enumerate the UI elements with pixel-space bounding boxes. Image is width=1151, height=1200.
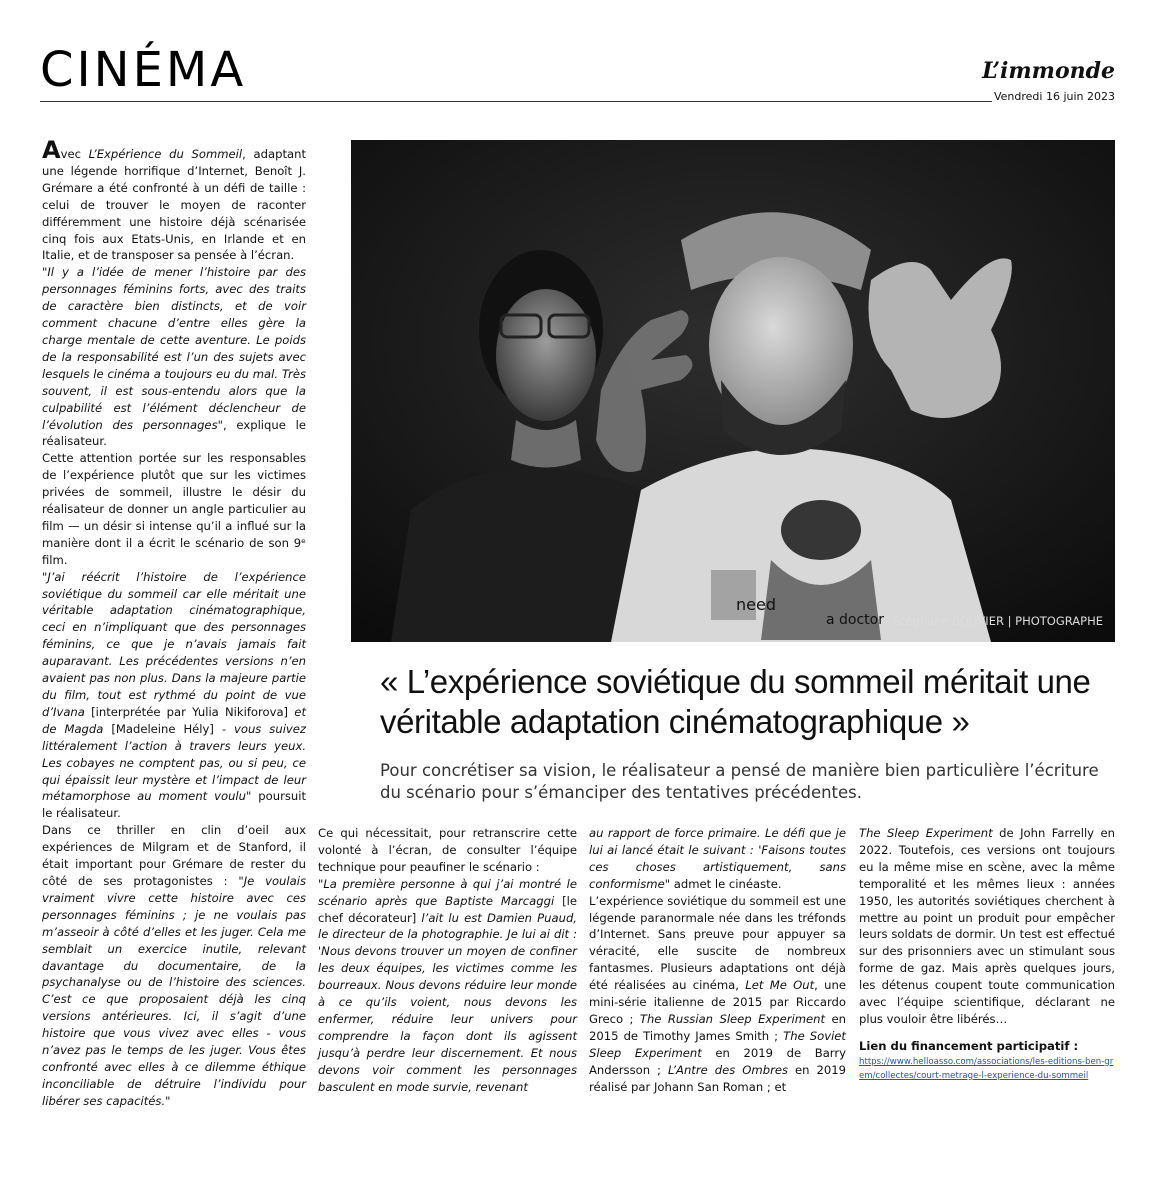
photo-illustration — [351, 140, 1115, 642]
quote: et de Magda — [42, 704, 306, 736]
text: , adaptant une légende horrifique d’Internet, Benoît J. Grémare a été confronté à un défi de taille : celui de trouver le moyen de raconter différemment une histoire déjà scénarisée cinq fois aux Etats-Unis, en Irlande et en Italie, et de transposer sa pensée à l’écran. — [42, 147, 306, 263]
section-title: CINÉMA — [40, 42, 247, 98]
quote: "Il y a l’idée de mener l’histoire par des personnages féminins forts, avec des traits de caractère bien distincts, et de voir comment chacune d’entre elles gère la charge mentale de cette aventure. Le poids de la responsabilité est l’un des sujets avec lesquels le cinéma a toujours eu du mal. Très souvent, il est sous-entendu alors que la culpabilité est l’élément déclencheur de l’évolution des personnages" — [42, 265, 306, 432]
film-title: L’Antre des Ombres — [667, 1062, 789, 1077]
text: [le chef décorateur] — [318, 893, 577, 925]
paragraph — [42, 264, 306, 450]
article-column-1 — [42, 136, 307, 1110]
paragraph: Ce qui nécessitait, pour retranscrire cette volonté à l’écran, de consulter l’équipe technique pour peaufiner le scénario : — [318, 826, 577, 874]
shirt-text-left: need — [736, 595, 776, 614]
text: en 2015 de Timothy James Smith ; — [589, 1011, 847, 1043]
text: [interprétée par Yulia Nikiforova] — [91, 704, 289, 719]
quote: l’ait lu est Damien Puaud, le directeur de la photographie. Je lui ai dit : 'Nous devons trouver un moyen de confiner les deux équipes, les victimes comme les bourreaux. Nous devons réduire leur monde à ce qu’ils voient, nous devons les enfermer, réduire leur univers pour comprendre la façon dont ils agissent jusqu’à perdre leur discernement. Et nous devons voir comment les personnages basculent en mode survie, revenant — [318, 910, 577, 1094]
quote: - vous suivez littéralement l’action à travers leurs yeux. Les cobayes ne comptent pas, ou si peu, ce qui épaissit leur mystère et l’impact de leur métamorphose au moment voulu" — [42, 721, 306, 804]
paragraph — [589, 825, 846, 893]
film-title: Let Me Out — [745, 978, 815, 993]
text: en 2019 de Barry Andersson ; — [589, 1045, 846, 1077]
masthead-logo: L’immonde — [982, 58, 1115, 84]
paragraph — [318, 876, 577, 1096]
film-title: The Sleep Experiment — [859, 826, 993, 840]
text: [Madeleine Hély] — [111, 721, 214, 736]
paragraph: Cette attention portée sur les responsables de l’expérience plutôt que sur les victimes privées de sommeil, illustre le désir du réalisateur de donner un angle particulier au film — un désir si intense qu’il a influé sur la manière dont il a écrit le scénario de son 9ᵉ film. — [42, 451, 306, 567]
film-title: The Soviet Sleep Experiment — [589, 1028, 846, 1060]
quote: "J’ai réécrit l’histoire de l’expérience soviétique du sommeil car elle méritait une véritable adaptation cinématographique, ceci en n’impliquant que des personnages féminins, ce que je n’avais jamais fait auparavant. Les précédentes versions n’en avaient pas non plus. Dans la majeure partie du film, tout est rythmé du point de vue d’Ivana — [42, 569, 306, 719]
quote: au rapport de force primaire. Le défi que je lui ai lancé était le suivant : 'Faisons toutes ces choses artistiquement, sans conformisme" — [589, 826, 846, 891]
article-photo — [351, 140, 1115, 642]
quote: "La première personne à qui j’ai montré le scénario après que Baptiste Marcaggi — [318, 876, 577, 908]
paragraph — [42, 569, 306, 823]
funding-label: Lien du financement participatif : — [859, 1038, 1079, 1053]
text: L’expérience soviétique du sommeil est une légende paranormale née dans les tréfonds d’Internet. Sans preuve pour appuyer sa véracité, elle suscite de nombreux fantasmes. Plusieurs adaptations ont déjà été réalisées au cinéma, — [589, 893, 846, 993]
funding-link[interactable]: https://www.helloasso.com/associations/les-editions-ben-grem/collectes/court-metrage-l-experience-du-sommeil — [859, 1056, 1114, 1081]
standfirst: Pour concrétiser sa vision, le réalisateur a pensé de manière bien particulière l’écriture du scénario pour s’émanciper des tentatives précédentes. — [380, 761, 1099, 802]
header-rule — [40, 101, 1115, 102]
quote: "Je voulais vraiment vivre cette histoire avec ces personnages féminins ; je ne voulais pas m’asseoir à côté d’elles et les juger. Cela me semblait un exercice inutile, relevant davantage du documentaire, de la psychanalyse ou de l’histoire des sciences. C’est ce que proposaient déjà les cinq versions antérieures. Ici, il s’agit d’une histoire que vous vivez avec elles - vous n’avez pas le temps de les juger. Vous êtes confronté avec elles à ce dilemme éthique inconciliable de détruire l’individu pour libérer ses capacités." — [42, 873, 306, 1108]
paragraph — [42, 822, 306, 1109]
paragraph — [589, 893, 846, 1096]
paragraph — [42, 136, 306, 264]
article-column-2 — [318, 825, 577, 1096]
text: , une mini-série italienne de 2015 par Riccardo Greco ; — [589, 978, 847, 1026]
text: en 2019 réalisé par Johann San Roman ; et — [589, 1062, 847, 1094]
issue-date: Vendredi 16 juin 2023 — [993, 90, 1115, 103]
text: de John Farrelly en 2022. Toutefois, ces versions ont toujours eu la même mise en scène, avec la même temporalité et les mêmes lieux : années 1950, les autorités soviétiques cherchent à mettre au point un produit pour empêcher leurs soldats de dormir. Un test est effectué sur des prisonniers avec un stimulant sous forme de gaz. Mais après quelques jours, les détenus coupent toute communication avec l’équipe scientifique, déclarant ne plus vouloir être libérés… — [859, 826, 1115, 1026]
drop-cap: A — [42, 136, 61, 164]
photo-credit: Stéphane BOUVIER | PHOTOGRAPHE — [893, 614, 1103, 628]
film-title: The Russian Sleep Experiment — [639, 1011, 826, 1026]
text: admet le cinéaste. — [670, 876, 782, 891]
shirt-text-right: a doctor — [826, 612, 884, 628]
text: vec — [60, 147, 89, 161]
text: Dans ce thriller en clin d’oeil aux expériences de Milgram et de Stanford, il était important pour Grémare de rester du côté de ses protagonistes : — [42, 823, 306, 888]
text: poursuit le réalisateur. — [42, 789, 306, 821]
article-column-3 — [589, 825, 846, 1096]
article-column-4 — [859, 825, 1115, 1083]
film-title: L’Expérience du Sommeil — [88, 147, 243, 161]
paragraph — [859, 825, 1115, 1028]
headline: « L’expérience soviétique du sommeil méritait une véritable adaptation cinématographique » — [380, 663, 1091, 740]
text: , explique le réalisateur. — [42, 417, 307, 449]
